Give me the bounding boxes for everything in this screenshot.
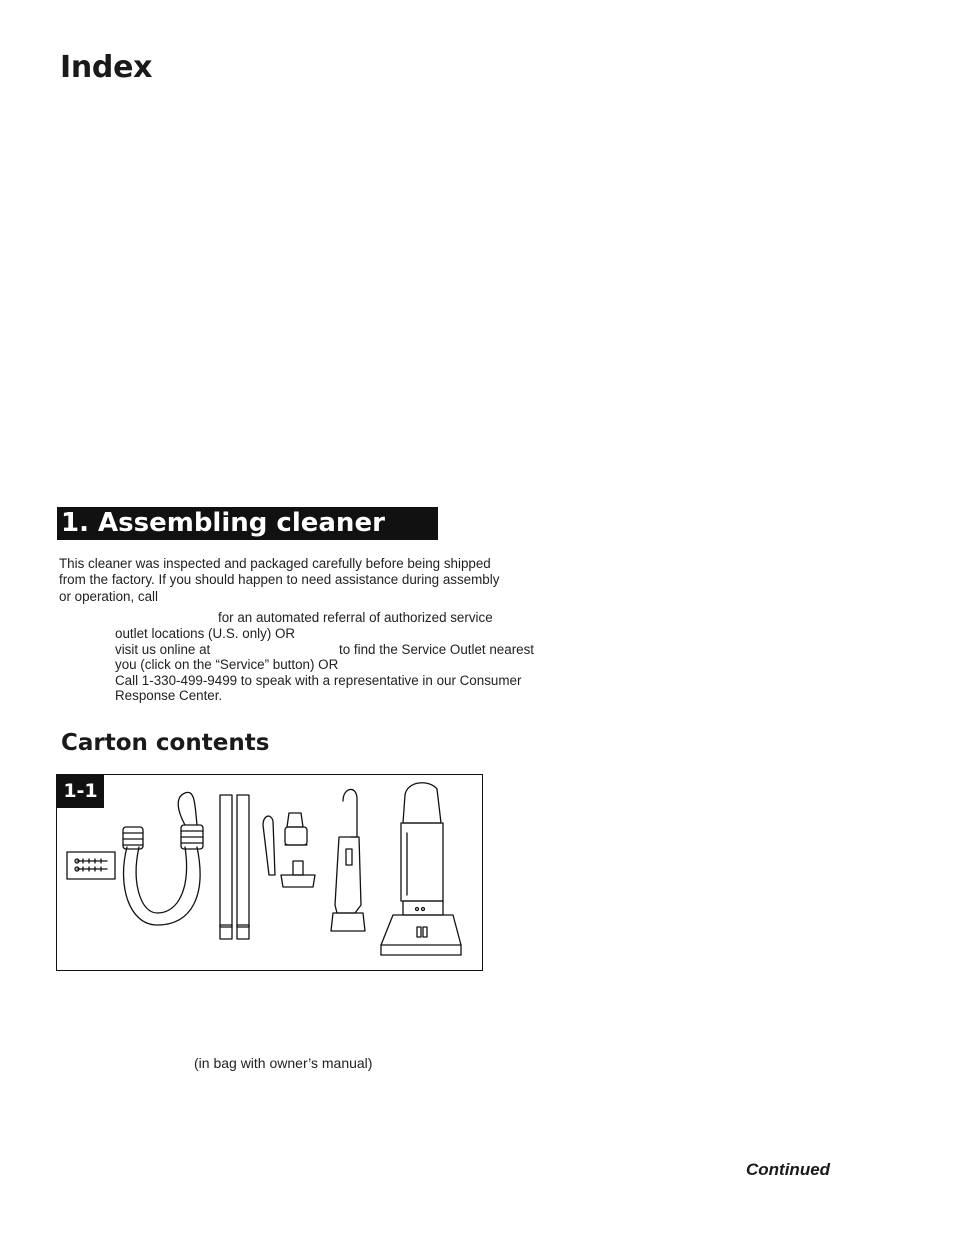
option-line: to find the Service Outlet nearest bbox=[339, 642, 535, 657]
vacuum-cleaner bbox=[381, 783, 461, 955]
extension-wands bbox=[220, 795, 249, 939]
option-line: visit us online at bbox=[115, 642, 211, 657]
carton-note: (in bag with owner’s manual) bbox=[194, 1055, 373, 1071]
intro-line: from the factory. If you should happen to need assistance during assembly bbox=[59, 572, 500, 587]
upholstery-tool bbox=[281, 861, 315, 887]
figure-label: 1-1 bbox=[57, 775, 104, 808]
page-title: Index bbox=[60, 50, 153, 85]
carton-contents-figure bbox=[56, 774, 483, 971]
carton-contents-heading: Carton contents bbox=[61, 730, 270, 756]
dusting-brush bbox=[285, 813, 307, 845]
option-line: you (click on the “Service” button) OR bbox=[115, 657, 339, 672]
section-header-bar bbox=[57, 507, 438, 540]
screws-card bbox=[67, 852, 115, 879]
intro-line: or operation, call bbox=[59, 589, 158, 604]
option-line: for an automated referral of authorized service bbox=[218, 610, 493, 625]
section-title: 1. Assembling cleaner bbox=[61, 508, 385, 538]
handle bbox=[331, 789, 365, 931]
continued-label: Continued bbox=[746, 1160, 831, 1179]
carton-contents-illustration bbox=[57, 775, 484, 972]
option-line: Response Center. bbox=[115, 688, 223, 703]
intro-line: This cleaner was inspected and packaged carefully before being shipped bbox=[59, 556, 491, 571]
crevice-tool bbox=[263, 816, 275, 875]
option-line: Call 1-330-499-9499 to speak with a representative in our Consumer bbox=[115, 673, 522, 688]
hose bbox=[123, 792, 203, 925]
option-line: outlet locations (U.S. only) OR bbox=[115, 626, 296, 641]
